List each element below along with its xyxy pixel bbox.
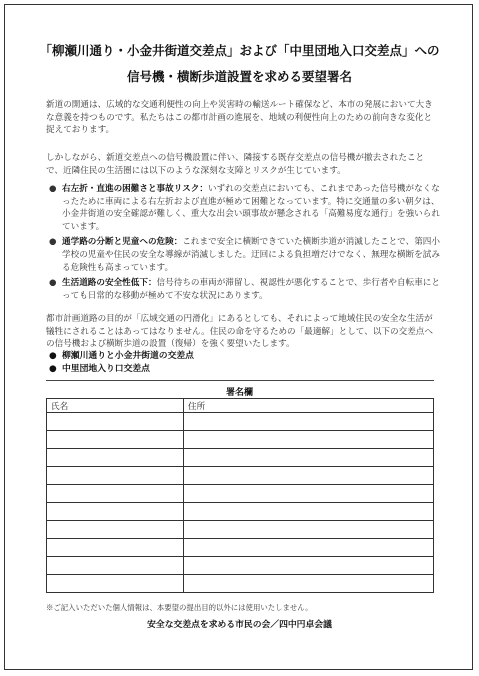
table-row (47, 431, 434, 449)
issue-paragraph: しかしながら、新道交差点への信号機設置に伴い、隣接する既存交差点の信号機が撤去されたことで、近隣住民の生活圏には以下のような深刻な支障とリスクが生じています。 (46, 153, 425, 176)
name-cell[interactable] (47, 431, 184, 449)
organization-name: 安全な交差点を求める市民の会／四中円卓会議 (147, 620, 332, 630)
issue-item (49, 236, 440, 274)
table-row (47, 485, 434, 503)
name-cell[interactable] (47, 467, 184, 485)
table-row (47, 557, 434, 575)
title-line-2: 信号機・横断歩道設置を求める要望署名 (126, 69, 352, 84)
signature-table (46, 398, 434, 593)
name-cell[interactable] (47, 521, 184, 539)
issue-text: これまで安全に横断できていた横断歩道が消滅したことで、第四小学校の児童や住民の安全な導線が消滅しました。迂回による負担増だけでなく、無理な横断を試みる危険性も高まっています。 (62, 237, 440, 273)
issue-heading: 右左折・直進の困難さと事故リスク： (62, 184, 208, 194)
name-cell[interactable] (47, 539, 184, 557)
privacy-footnote: ※ご記入いただいた個人情報は、本要望の提出目的以外には使用いたしません。 (46, 603, 313, 612)
request-item (49, 363, 442, 376)
name-cell[interactable] (47, 485, 184, 503)
address-cell[interactable] (184, 467, 434, 485)
issue-item (49, 183, 440, 233)
table-header-row (47, 399, 434, 413)
name-cell[interactable] (47, 503, 184, 521)
request-text: 中里団地入り口交差点 (62, 364, 150, 374)
address-cell[interactable] (184, 449, 434, 467)
issue-text: 信号待ちの車両が滞留し、視認性が悪化することで、歩行者や自転車にとっても日常的な移動が極めて不安な状況にあります。 (62, 278, 440, 301)
address-cell[interactable] (184, 503, 434, 521)
table-row (47, 521, 434, 539)
request-item (49, 350, 442, 363)
address-cell[interactable] (184, 521, 434, 539)
name-cell[interactable] (47, 557, 184, 575)
signature-section-title: 署名欄 (225, 388, 253, 398)
address-cell[interactable] (184, 539, 434, 557)
issue-heading: 生活道路の安全性低下： (62, 278, 157, 289)
issue-heading: 通学路の分断と児童への危険： (62, 237, 183, 248)
table-row (47, 503, 434, 521)
bullet-icon: ● (49, 184, 57, 194)
table-row (47, 413, 434, 431)
request-text: 柳瀬川通りと小金井街道の交差点 (62, 351, 194, 361)
name-cell[interactable] (47, 413, 184, 431)
address-cell[interactable] (184, 575, 434, 593)
intro-paragraph: 新道の開通は、広域的な交通利便性の向上や災害時の輸送ルート確保など、本市の発展において大きな意義を持つものです。私たちはこの都市計画の進展を、地域の利便性向上のための前向きな変化と捉えております。 (46, 100, 433, 136)
name-cell[interactable] (47, 575, 184, 593)
table-row (47, 539, 434, 557)
name-column-header: 氏名 (47, 399, 184, 413)
section-divider (46, 380, 434, 381)
issue-text: いずれの交差点においても、これまであった信号機がなくなったために車両による右左折および直進が極めて困難となっています。特に交通量の多い朝夕は、小金井街道の安全確認が難しく、重大な出会い頭事故が懸念される「高難易度な通行」を強いられています。 (62, 184, 440, 232)
bullet-icon: ● (49, 351, 57, 361)
request-paragraph: 都市計画道路の目的が「広域交通の円滑化」にあるとしても、それによって地域住民の安全な生活が犠牲にされることはあってはなりません。住民の命を守るための「最適解」として、以下の交差点への信号機および横断歩道の設置（復帰）を強く要望いたします。 (46, 314, 433, 350)
bullet-icon: ● (49, 237, 57, 248)
bullet-icon: ● (49, 364, 57, 374)
table-row (47, 449, 434, 467)
bullet-icon: ● (49, 278, 57, 289)
request-list (49, 350, 442, 376)
address-cell[interactable] (184, 485, 434, 503)
name-cell[interactable] (47, 449, 184, 467)
table-row (47, 467, 434, 485)
address-cell[interactable] (184, 557, 434, 575)
address-cell[interactable] (184, 431, 434, 449)
table-row (47, 575, 434, 593)
issue-item (49, 277, 440, 302)
address-cell[interactable] (184, 413, 434, 431)
issue-list (49, 183, 440, 305)
title-line-1: 「柳瀬川通り・小金井街道交差点」および「中里団地入口交差点」への (39, 43, 440, 58)
address-column-header: 住所 (184, 399, 434, 413)
